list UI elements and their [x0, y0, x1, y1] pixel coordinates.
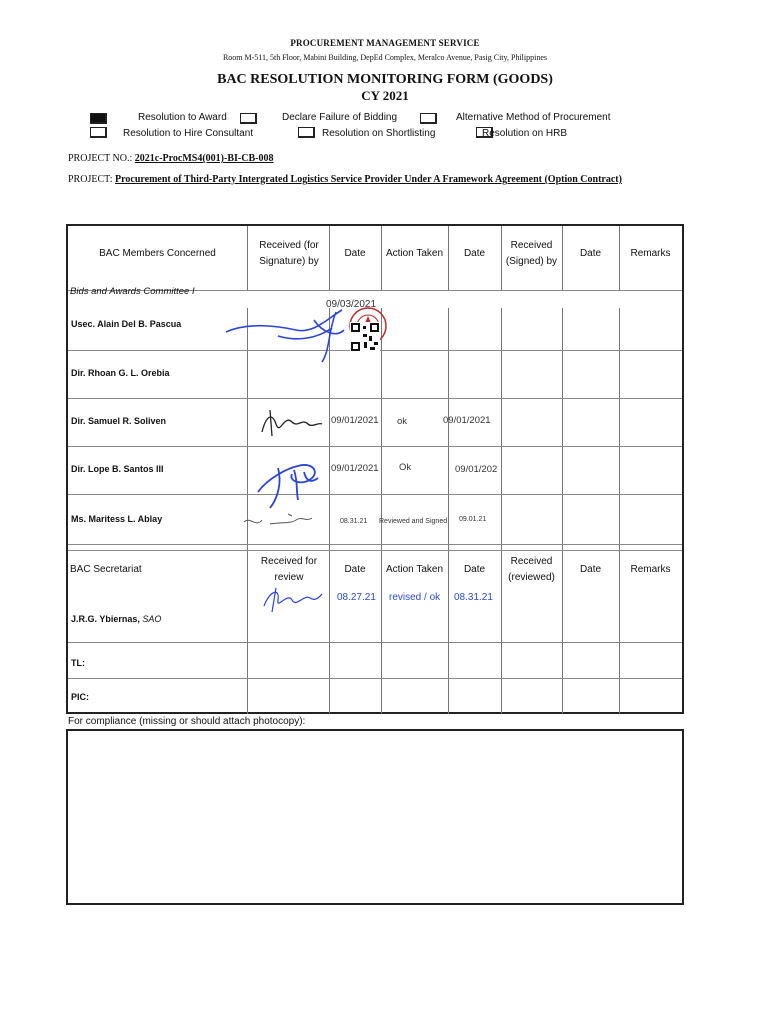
checkbox-declare-failure[interactable] — [240, 113, 257, 124]
col-received-for-signature: Received (for Signature) by — [259, 240, 319, 267]
office-address: Room M-511, 5th Floor, Mabini Building, DepEd Complex, Meralco Avenue, Pasig City, Philippines — [222, 53, 548, 62]
member-name-santos: Dir. Lope B. Santos III — [71, 464, 164, 474]
office-name: PROCUREMENT MANAGEMENT SERVICE — [290, 38, 480, 48]
col-action-taken: Action Taken — [385, 248, 444, 259]
monitoring-table — [66, 224, 684, 714]
secretariat-date-action: 08.31.21 — [454, 592, 493, 603]
soliven-date-received: 09/01/2021 — [331, 415, 379, 426]
ablay-action: Reviewed and Signed — [379, 518, 448, 525]
compliance-box[interactable] — [66, 729, 684, 905]
santos-date-action: 09/01/202 — [455, 464, 498, 475]
project-description — [68, 173, 668, 187]
option-declare-failure: Declare Failure of Bidding — [282, 112, 398, 123]
checkbox-shortlisting[interactable] — [298, 127, 315, 138]
col-bac-members: BAC Members Concerned — [99, 248, 216, 259]
member-name-orebia: Dir. Rhoan G. L. Orebia — [71, 368, 170, 378]
form-title: BAC RESOLUTION MONITORING FORM (GOODS) — [217, 72, 553, 87]
soliven-action: ok — [397, 416, 408, 427]
option-resolution-to-award: Resolution to Award — [138, 112, 227, 123]
col-sec-date-2: Date — [463, 564, 486, 575]
bac-section-label: Bids and Awards Committee I — [70, 286, 195, 297]
option-alternative-method: Alternative Method of Procurement — [456, 112, 611, 123]
col-sec-remarks: Remarks — [630, 564, 671, 575]
project-number — [68, 153, 273, 164]
member-name-ablay: Ms. Maritess L. Ablay — [71, 514, 163, 524]
secretariat-action: revised / ok — [389, 592, 441, 603]
qr-code-icon — [350, 322, 380, 352]
ablay-date-received: 08.31.21 — [340, 518, 368, 525]
secretariat-signature — [258, 582, 326, 616]
santos-signature — [248, 448, 334, 512]
col-date-3: Date — [579, 248, 602, 259]
soliven-signature — [258, 402, 326, 442]
santos-action: Ok — [399, 462, 412, 473]
project-number-value: 2021c-ProcMS4(001)-BI-CB-008 — [134, 153, 274, 164]
col-received-reviewed: Received (reviewed) — [508, 556, 555, 583]
pascua-date-received: 09/03/2021 — [326, 299, 377, 310]
option-shortlisting: Resolution on Shortlisting — [322, 128, 436, 139]
ablay-date-action: 09.01.21 — [459, 516, 487, 523]
option-hire-consultant: Resolution to Hire Consultant — [123, 128, 254, 139]
col-sec-action-taken: Action Taken — [385, 564, 444, 575]
col-sec-date-1: Date — [344, 564, 366, 575]
col-remarks: Remarks — [630, 248, 671, 259]
checkbox-alternative-method[interactable] — [420, 113, 437, 124]
compliance-label: For compliance (missing or should attach photocopy): — [68, 716, 306, 727]
soliven-date-action: 09/01/2021 — [443, 415, 491, 426]
option-hrb: Resolution on HRB — [482, 128, 568, 139]
col-bac-secretariat: BAC Secretariat — [70, 564, 142, 575]
form-year: CY 2021 — [361, 88, 409, 103]
project-number-label: PROJECT NO.: — [68, 153, 133, 164]
col-date-2: Date — [463, 248, 486, 259]
col-received-for-review: Received for review — [260, 556, 318, 583]
checkbox-resolution-to-award[interactable] — [90, 113, 107, 124]
col-sec-date-3: Date — [579, 564, 602, 575]
secretariat-role: SAO — [142, 614, 162, 624]
project-value: Procurement of Third-Party Intergrated Logistics Service Provider Under A Framework Agreement (Option Contract) — [115, 174, 622, 185]
project-label: PROJECT: — [68, 174, 113, 185]
checkbox-hire-consultant[interactable] — [90, 127, 107, 138]
tl-label: TL: — [71, 658, 85, 668]
pic-label: PIC: — [71, 692, 89, 702]
ablay-signature — [240, 506, 330, 536]
member-name-pascua: Usec. Alain Del B. Pascua — [71, 319, 182, 329]
santos-date-received: 09/01/2021 — [331, 463, 379, 474]
col-date-1: Date — [344, 248, 366, 259]
col-received-signed: Received (Signed) by — [505, 240, 558, 267]
member-name-soliven: Dir. Samuel R. Soliven — [71, 416, 167, 426]
secretariat-name — [71, 614, 161, 624]
secretariat-name-text: J.R.G. Ybiernas, — [71, 614, 140, 624]
secretariat-date-received: 08.27.21 — [337, 592, 376, 603]
